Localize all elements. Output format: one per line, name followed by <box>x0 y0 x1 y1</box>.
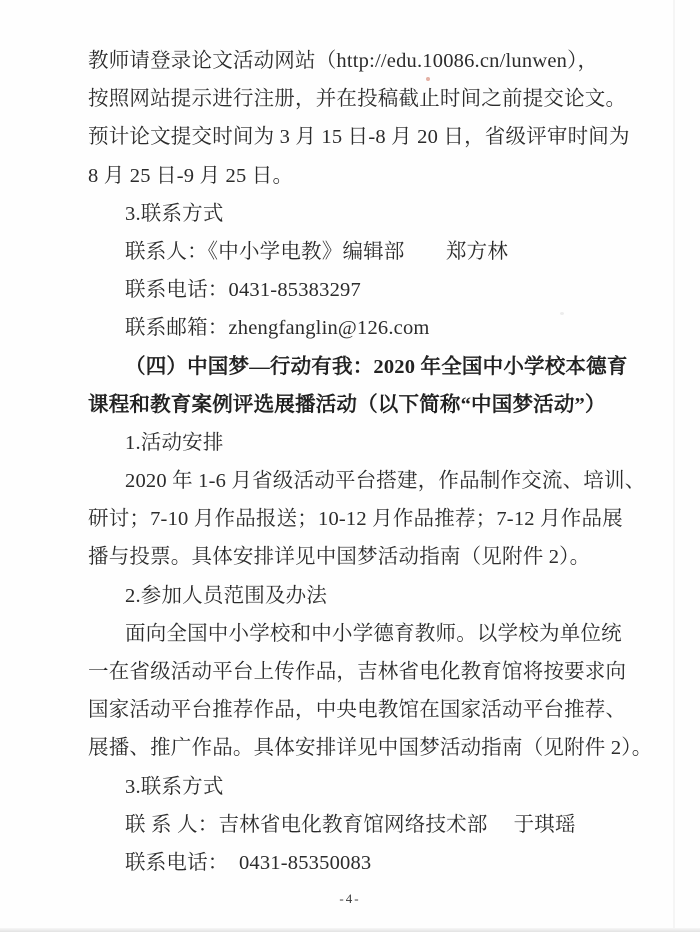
page-number: -4- <box>339 891 361 906</box>
scan-speck-red <box>426 77 430 81</box>
document-line: 1.活动安排 <box>125 431 224 454</box>
document-line: 联系电话： 0431-85350083 <box>125 851 372 874</box>
document-line: 一在省级活动平台上传作品，吉林省电化教育馆将按要求向 <box>88 661 627 683</box>
document-line: 联 系 人：吉林省电化教育馆网络技术部 于琪瑶 <box>125 813 576 836</box>
document-line: 8 月 25 日-9 月 25 日。 <box>88 164 294 187</box>
document-line: 面向全国中小学校和中小学德育教师。以学校为单位统 <box>125 622 622 645</box>
document-line: 3.联系方式 <box>125 202 224 225</box>
document-line: 2020 年 1-6 月省级活动平台搭建，作品制作交流、培训、 <box>125 470 646 493</box>
document-line: 课程和教育案例评选展播活动（以下简称“中国梦活动”） <box>88 393 606 416</box>
scan-edge-bottom-shadow <box>0 928 700 932</box>
document-line: 国家活动平台推荐作品，中央电教馆在国家活动平台推荐、 <box>88 699 627 722</box>
document-line: 2.参加人员范围及办法 <box>125 584 328 607</box>
document-line: 展播、推广作品。具体安排详见中国梦活动指南（见附件 2）。 <box>88 737 653 760</box>
document-line: 预计论文提交时间为 3 月 15 日-8 月 20 日，省级评审时间为 <box>88 126 630 149</box>
document-line: 教师请登录论文活动网站（http://edu.10086.cn/lunwen）， <box>88 50 599 72</box>
document-line: 按照网站提示进行注册，并在投稿截止时间之前提交论文。 <box>88 88 627 111</box>
scan-edge-right-shadow <box>673 0 675 932</box>
document-line: 播与投票。具体安排详见中国梦活动指南（见附件 2）。 <box>88 546 591 569</box>
scan-speck-gray <box>560 312 564 315</box>
document-line: 联系邮箱：zhengfanglin@126.com <box>125 317 430 340</box>
document-line: （四）中国梦—行动有我：2020 年全国中小学校本德育 <box>125 355 628 378</box>
document-line: 联系电话：0431-85383297 <box>125 279 361 302</box>
document-line: 3.联系方式 <box>125 775 224 798</box>
document-line: 联系人：《中小学电教》编辑部 郑方林 <box>125 240 509 263</box>
document-line: 研讨；7-10 月作品报送；10-12 月作品推荐；7-12 月作品展 <box>88 508 623 531</box>
document-text-block <box>88 42 653 882</box>
